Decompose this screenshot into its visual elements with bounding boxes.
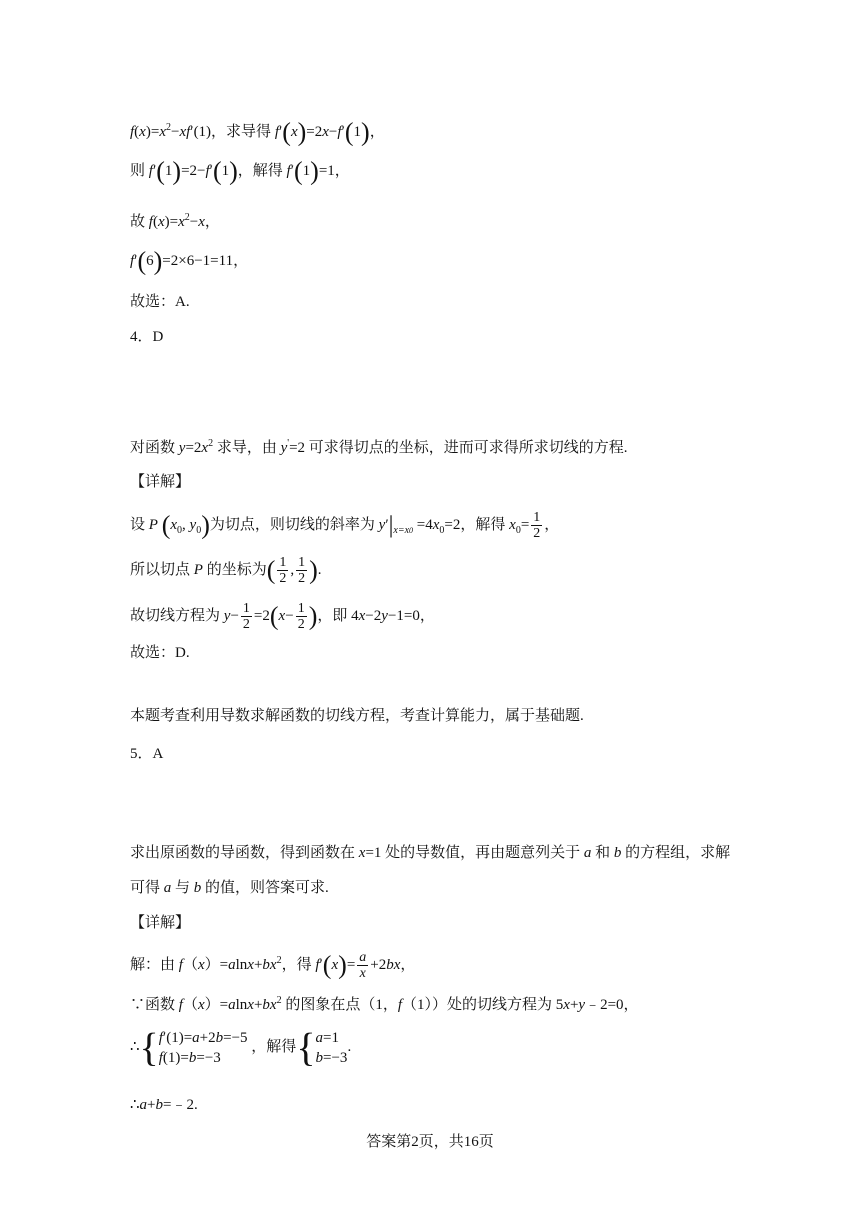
line-20: ∴{ f′(1)=a+2b=−5 f(1)=b=−3 ，解得{ a=1 b=−3 .	[130, 1024, 352, 1070]
line-6: 4．D	[130, 329, 164, 345]
line-5: 故选：A.	[130, 294, 190, 310]
line-16: 可得 a 与 b 的值，则答案可求.	[130, 880, 329, 896]
line-18: 解：由 $f(x)=alnx+bx^2$，得 f′(x)= $\frac{a}{x}$ +2bx，	[130, 950, 416, 981]
line-8: 【详解】	[130, 474, 191, 490]
line-19: ∵函数 $f(x)=alnx+bx^2$ 的图象在点（1，f（1））处的切线方程为 5x+y﹣2=0，	[130, 995, 639, 1013]
line-12: 故选：D.	[130, 645, 190, 661]
line-3: 故 $f(x)=x^2-x$，	[130, 212, 220, 230]
line-4: f′(6)=2×6−1=11，	[130, 246, 249, 276]
line-1: $f(x)=x^2-xf'(1)$，求导得 f′(x)=2x−f′(1)，	[130, 117, 385, 147]
line-11: 故切线方程为 y− $\frac{1}{2}$ =2(x− $\frac{1}{2}$ )，即 4x−2y−1=0，	[130, 601, 435, 632]
line-10: 所以切点 P 的坐标为( $\frac{1}{2}$ , $\frac{1}{2}$ ).	[130, 555, 322, 586]
line-7: 对函数 $y=2x^2$ 求导，由 y'=2 可求得切点的坐标，进而可求得所求切线的方程.	[130, 438, 628, 456]
line-21: ∴a+b=﹣2.	[130, 1097, 198, 1113]
line-17: 【详解】	[130, 915, 191, 931]
line-13: 本题考查利用导数求解函数的切线方程，考查计算能力，属于基础题.	[130, 708, 584, 724]
line-2: 则 f′(1)=2−f′(1)，解得 f′(1)=1，	[130, 156, 350, 186]
page-footer: 答案第2页，共16页	[366, 1134, 494, 1150]
line-15: 求出原函数的导函数，得到函数在 x=1 处的导数值，再由题意列关于 a 和 b 的方程组，求解	[130, 845, 731, 861]
line-9: 设 P ($x_0$, $y_0$)为切点，则切线的斜率为 $y'|_{x=x0} =4x_0=2$，解得 $x_0=$ $\frac{1}{2}$ ，	[130, 510, 560, 541]
line-14: 5．A	[130, 746, 164, 762]
